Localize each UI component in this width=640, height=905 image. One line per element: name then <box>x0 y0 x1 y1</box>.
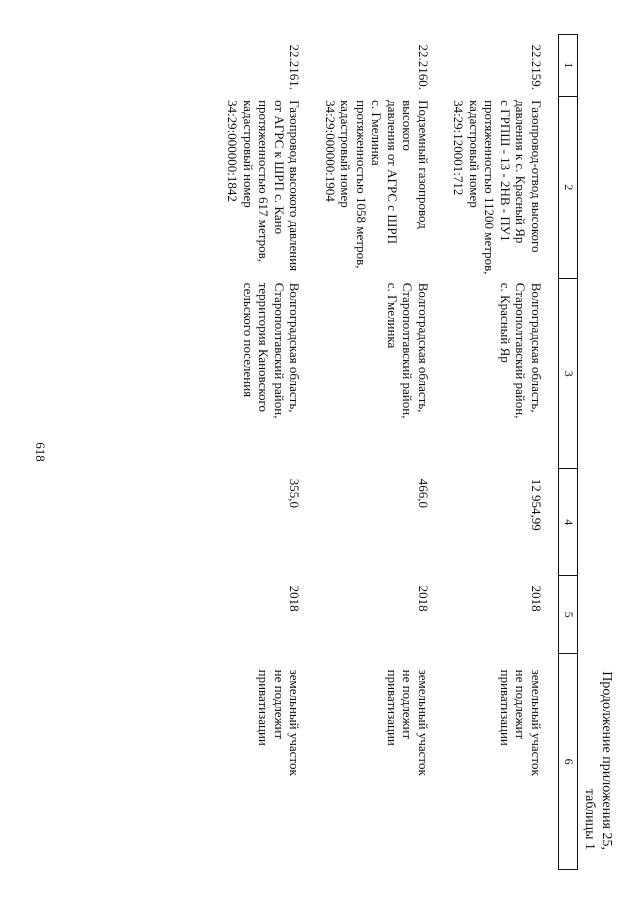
text-line: приватизации <box>256 669 272 746</box>
object-value: 466,0 <box>416 478 431 508</box>
page-number: 618 <box>33 442 48 462</box>
text-line: Старополтавский район, <box>513 282 529 419</box>
row-number: 22.2159. <box>529 44 544 90</box>
text-line: не подлежит <box>272 669 287 740</box>
row-number: 22.2161. <box>287 44 303 90</box>
text-line: Волгоградская область, <box>529 282 544 413</box>
text-line: с. Гмелинка <box>385 282 400 349</box>
text-line: земельный участок <box>529 669 544 776</box>
header-col-1: 1 <box>559 35 578 97</box>
text-line: Старополтавский район, <box>400 282 416 419</box>
object-name <box>317 96 446 279</box>
header-row <box>559 35 578 870</box>
object-name <box>219 96 317 279</box>
text-line: приватизации <box>498 669 513 746</box>
text-line: территория Кановского <box>256 282 272 413</box>
text-line: протяженностью 617 метров, <box>256 100 272 262</box>
text-line: сельского поселения <box>241 282 256 398</box>
caption-line-2: таблицы 1 <box>582 788 597 850</box>
text-line: с. Красный Яр <box>498 282 513 363</box>
table-row <box>219 35 317 870</box>
text-line: земельный участок <box>287 669 303 776</box>
text-line: Старополтавский район, <box>272 282 287 419</box>
text-line: 34:29:000000:1904 <box>323 100 338 202</box>
header-col-4: 4 <box>559 469 578 576</box>
table-row <box>445 35 559 870</box>
text-line: Волгоградская область, <box>287 282 303 413</box>
text-line: приватизации <box>385 669 400 746</box>
text-line: кадастровый номер <box>338 100 354 208</box>
property-table <box>219 34 578 870</box>
header-col-2: 2 <box>559 96 578 279</box>
text-line: 34:29:120001:712 <box>451 100 467 196</box>
row-number: 22.2160. <box>416 44 431 90</box>
object-note <box>317 654 446 870</box>
text-line: Газопровод-отвод высокого <box>529 100 544 253</box>
text-line: не подлежит <box>513 669 529 740</box>
text-line: с. Гмелинка <box>369 100 385 166</box>
text-line: кадастровый номер <box>241 100 256 208</box>
text-line: протяженностью 1058 метров, <box>354 100 369 269</box>
text-line: Волгоградская область, <box>416 282 431 413</box>
object-value: 12 954,99 <box>529 478 544 531</box>
rotated-document <box>65 10 625 870</box>
text-line: протяженностью 11200 метров, <box>482 100 498 275</box>
text-line: Газопровод высокого давления <box>287 100 303 272</box>
caption-line-1: Продолжение приложения 25, <box>599 671 614 850</box>
text-line: кадастровый номер <box>467 100 482 208</box>
text-line: давления к с. Красный Яр <box>513 100 529 244</box>
object-address <box>445 279 559 469</box>
object-note <box>219 654 317 870</box>
object-name <box>445 96 559 279</box>
text-line: 34:29:000000:1842 <box>225 100 241 202</box>
object-year: 2018 <box>416 585 431 612</box>
header-col-5: 5 <box>559 576 578 654</box>
text-line: Подземный газопровод высокого <box>400 100 431 229</box>
header-col-3: 3 <box>559 279 578 469</box>
object-year: 2018 <box>529 585 544 612</box>
text-line: давления от АГРС с ШРП <box>385 100 400 245</box>
object-value: 355,0 <box>287 478 303 508</box>
header-col-6: 6 <box>559 654 578 870</box>
text-line: от АГРС к ШРП с. Кано <box>272 100 287 235</box>
object-address <box>317 279 446 469</box>
text-line: не подлежит <box>400 669 416 740</box>
table-row <box>317 35 446 870</box>
text-line: земельный участок <box>416 669 431 776</box>
object-note <box>445 654 559 870</box>
table-caption <box>581 671 615 850</box>
text-line: с ГРПШ - 13 - 2НВ - ПУ1 <box>498 100 513 242</box>
object-year: 2018 <box>287 585 303 612</box>
object-address <box>219 279 317 469</box>
